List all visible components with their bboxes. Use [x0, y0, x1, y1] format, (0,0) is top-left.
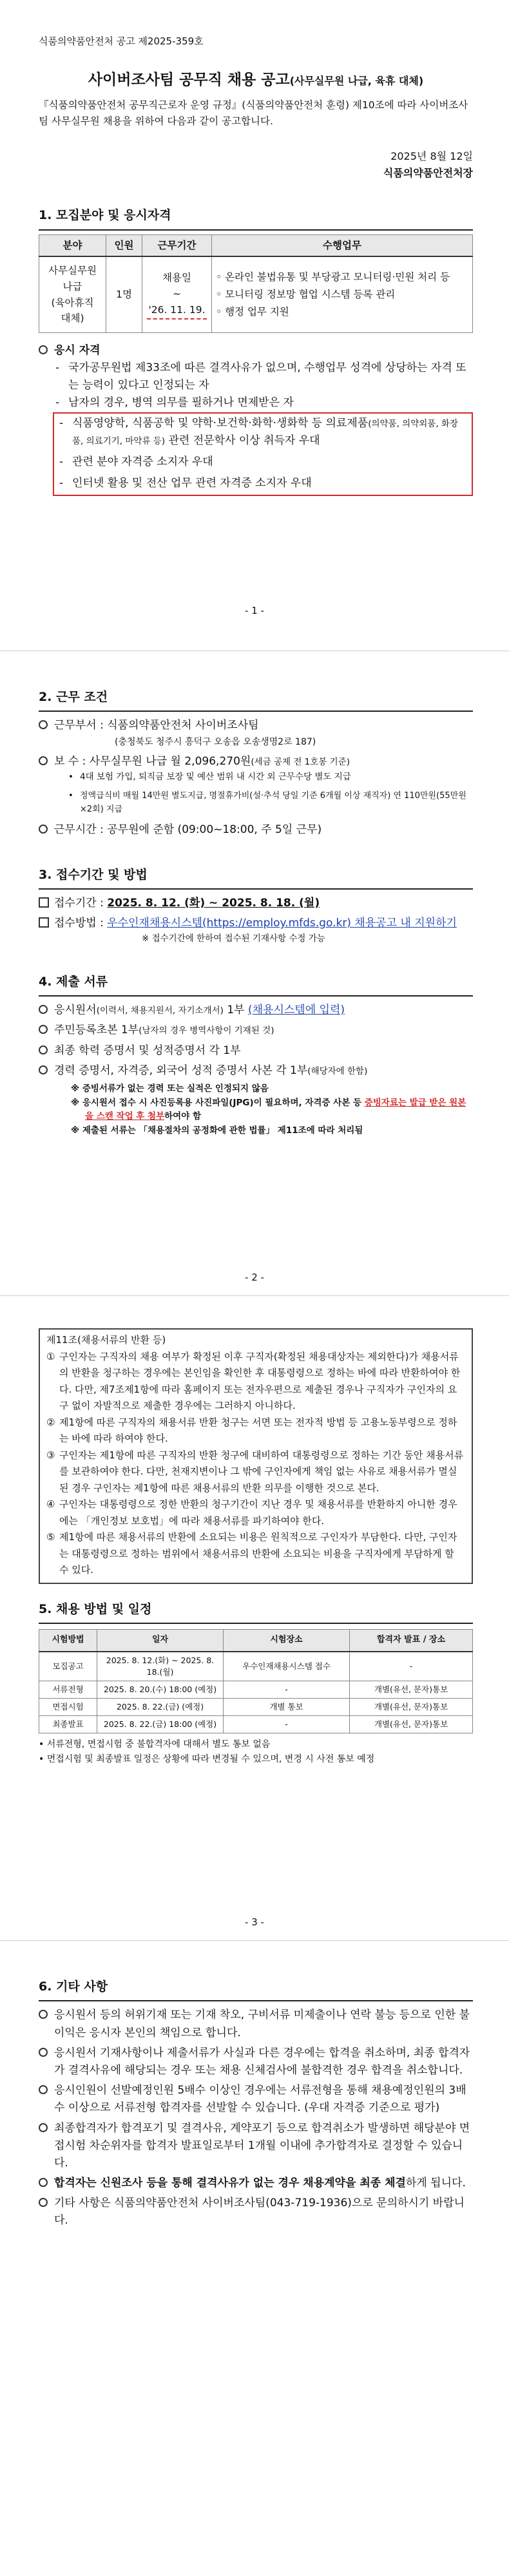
page-number: - 3 -	[245, 1916, 264, 1928]
notice-date: 2025년 8월 12일	[390, 149, 473, 162]
circle-bullet-icon	[39, 756, 48, 765]
period-line: 접수기간 : 2025. 8. 12. (화) ~ 2025. 8. 18. (월)	[39, 895, 473, 912]
qualification-heading: 응시 자격	[39, 342, 473, 359]
col-header-date: 일자	[97, 1629, 224, 1651]
method-note: ※ 접수기간에 한하여 접수된 기재사항 수정 가능	[142, 933, 325, 944]
col-header-result: 합격자 발표 / 장소	[350, 1629, 473, 1651]
circle-bullet-icon	[39, 720, 48, 729]
pay-note: • 정액급식비 매월 14만원 별도지급, 명절휴가비(설·추석 당일 기준 6개월 이상 재직자) 연 110만원(55만원×2회) 지급	[68, 790, 466, 814]
page-number: - 2 -	[245, 1272, 264, 1283]
table-header-row	[39, 234, 473, 256]
circle-bullet-icon	[39, 2085, 48, 2094]
section-1-title: 1. 모집분야 및 응시자격	[39, 208, 171, 223]
circle-bullet-icon	[39, 1025, 48, 1034]
document-item: 응시원서(이력서, 채용지원서, 자기소개서) 1부 (채용시스템에 입력)	[39, 1002, 473, 1019]
col-header-duties: 수행업무	[212, 234, 473, 256]
article-item: ② 제1항에 따른 구직자의 채용서류 반환 청구는 서면 또는 전자적 방법 등 고용노동부령으로 정하는 바에 따라 하여야 한다.	[46, 1416, 457, 1444]
circle-bullet-icon	[39, 345, 48, 354]
schedule-notes	[39, 1737, 473, 1766]
etc-item: 기타 사항은 식품의약품안전처 사이버조사팀(043-719-1936)으로 문의하시기 바랍니다.	[39, 2195, 473, 2229]
period-end-date: '26. 11. 19.	[147, 302, 206, 320]
cell-field: 사무실무원 나급 (육아휴직 대체)	[39, 256, 106, 332]
circle-bullet-icon	[39, 1045, 48, 1054]
article-title: 제11조(채용서류의 반환 등)	[46, 1334, 166, 1346]
issuing-org: 식품의약품안전처장	[383, 166, 473, 179]
application-link[interactable]: 우수인재채용시스템(https://employ.mfds.go.kr) 채용공고 내 지원하기	[107, 917, 457, 930]
table-row	[39, 256, 473, 332]
table-row: 서류전형 2025. 8. 20.(수) 18:00 (예정) - 개별(유선, 문자)통보	[39, 1681, 473, 1698]
circle-bullet-icon	[39, 2010, 48, 2019]
page-4	[0, 1941, 509, 2576]
section-2-title: 2. 근무 조건	[39, 690, 108, 704]
article-item: ④ 구인자는 대통령령으로 정한 반환의 청구기간이 지난 경우 및 채용서류를 반환하지 아니한 경우에는 「개인정보 보호법」에 따라 채용서류를 파기하여야 한다.	[46, 1498, 457, 1527]
section-6-title: 6. 기타 사항	[39, 1980, 108, 1994]
article-11-box	[39, 1328, 473, 1584]
article-item: ⑤ 제1항에 따른 채용서류의 반환에 소요되는 비용은 원칙적으로 구인자가 부담한다. 다만, 구인자는 대통령령으로 정하는 범위에서 채용서류의 반환에 소요되는 비용을 구직자에게 부담하게 할 수 있다.	[46, 1531, 457, 1576]
recruitment-table	[39, 234, 473, 333]
page-1	[0, 0, 509, 651]
scan-requirement: 증빙자료는 발급 받은 원본을 스캔 작업 후 첨부	[85, 1097, 466, 1122]
etc-item: 응시인원이 선발예정인원 5배수 이상인 경우에는 서류전형을 통해 채용예정인원의 3배수 이상으로 서류전형 합격자를 선발할 수 있습니다. (우대 자격증 기준으로 평가)	[39, 2082, 473, 2117]
document-note: ※ 제출된 서류는 「채용절차의 공정화에 관한 법률」 제11조에 따라 처리됨	[71, 1125, 363, 1136]
application-period: 2025. 8. 12. (화) ~ 2025. 8. 18. (월)	[107, 896, 320, 910]
cell-duties: ◦ 온라인 불법유통 및 부당광고 모니터링·민원 처리 등 ◦ 모니터링 정보망 협업 시스템 등록 관리 ◦ 행정 업무 지원	[212, 256, 473, 332]
etc-item: 합격자는 신원조사 등을 통해 결격사유가 없는 경우 채용계약을 최종 체결하게 됩니다.	[39, 2175, 473, 2192]
article-item: ③ 구인자는 제1항에 따른 구직자의 반환 청구에 대비하여 대통령령으로 정하는 기간 동안 채용서류를 보관하여야 한다. 다만, 천재지변이나 그 밖에 구인자에게 책임 없는 사유로 채용서류가 멸실된 경우 구인자는 제1항에 따른 채용서류의 반환 의무를 이행한 것으로 본다.	[46, 1449, 464, 1494]
table-row: 모집공고 2025. 8. 12.(화) ~ 2025. 8. 18.(월) 우수인재채용시스템 접수 -	[39, 1652, 473, 1681]
table-header-row	[39, 1629, 473, 1651]
document-item: 주민등록초본 1부(남자의 경우 병역사항이 기재된 것)	[39, 1022, 473, 1039]
qualification-item: - 남자의 경우, 병역 의무를 필하거나 면제받은 자	[55, 396, 294, 410]
col-header-place: 시험장소	[224, 1629, 350, 1651]
hours-line: 근무시간 : 공무원에 준함 (09:00~18:00, 주 5일 근무)	[39, 821, 473, 839]
cell-count: 1명	[106, 256, 142, 332]
preference-item: - 관련 분야 자격증 소지자 우대	[59, 455, 213, 468]
etc-item: 최종합격자가 합격포기 및 결격사유, 계약포기 등으로 합격취소가 발생하면 해당분야 면접시험 차순위자를 합격자 발표일로부터 1개월 이내에 추가합격자로 결정할 수 있습니다.	[39, 2120, 473, 2173]
section-3-title: 3. 접수기간 및 방법	[39, 867, 148, 882]
page-2	[0, 651, 509, 1295]
pay-line: 보 수 : 사무실무원 나급 월 2,096,270원(세금 공제 전 1호봉 기준)	[39, 753, 473, 770]
schedule-note: • 서류전형, 면접시험 중 불합격자에 대해서 별도 통보 없음	[39, 1739, 271, 1750]
preferential-box	[53, 412, 473, 497]
circle-bullet-icon	[39, 1005, 48, 1014]
etc-item: 응시원서 기재사항이나 제출서류가 사실과 다른 경우에는 합격을 취소하며, 최종 합격자가 결격사유에 해당되는 경우 또는 채용 신체검사에 불합격한 경우 합격을 취소합니다.	[39, 2045, 473, 2079]
circle-bullet-icon	[39, 2178, 48, 2187]
col-header-method: 시험방법	[39, 1629, 97, 1651]
circle-bullet-icon	[39, 2123, 48, 2132]
document-note: ※ 응시원서 접수 시 사진등록용 사진파일(JPG)이 필요하며, 자격증 사본 등 증빙자료는 발급 받은 원본을 스캔 작업 후 첨부하여야 함	[71, 1097, 466, 1122]
circle-bullet-icon	[39, 1065, 48, 1074]
title-main: 사이버조사팀 공무직 채용 공고	[88, 72, 290, 88]
col-header-field: 분야	[39, 234, 106, 256]
article-item: ① 구인자는 구직자의 채용 여부가 확정된 이후 구직자(확정된 채용대상자는 제외한다)가 채용서류의 반환을 청구하는 경우에는 본인임을 확인한 후 대통령령으로 정하는 바에 따라 반환하여야 한다. 다만, 제7조제1항에 따라 홈페이지 또는 전자우편으로 제출된 경우나 구직자가 구인자의 요구 없이 자발적으로 제출한 경우에는 그러하지 아니하다.	[46, 1350, 461, 1411]
document-note: ※ 증빙서류가 없는 경력 또는 실적은 인정되지 않음	[71, 1083, 269, 1094]
title-sub: (사무실무원 나급, 육휴 대체)	[289, 75, 424, 87]
page-title	[39, 68, 473, 92]
notice-number: 식품의약품안전처 공고 제2025-359호	[39, 35, 204, 47]
schedule-note: • 면접시험 및 최종발표 일정은 상황에 따라 변경될 수 있으며, 변경 시 사전 통보 예정	[39, 1753, 375, 1764]
document-item: 경력 증명서, 자격증, 외국어 성적 증명서 사본 각 1부(해당자에 한함)	[39, 1062, 473, 1080]
preference-item: - 인터넷 활용 및 전산 업무 관련 자격증 소지자 우대	[59, 477, 312, 490]
section-5-title: 5. 채용 방법 및 일정	[39, 1601, 152, 1616]
document-item: 최종 학력 증명서 및 성적증명서 각 1부	[39, 1042, 473, 1060]
circle-bullet-icon	[39, 2048, 48, 2057]
col-header-count: 인원	[106, 234, 142, 256]
table-row: 면접시험 2025. 8. 22.(금) (예정) 개별 통보 개별(유선, 문자)통보	[39, 1699, 473, 1716]
square-bullet-icon	[39, 917, 49, 928]
page-number: - 1 -	[245, 605, 264, 616]
schedule-table	[39, 1629, 473, 1733]
table-row: 최종발표 2025. 8. 22.(금) 18:00 (예정) - 개별(유선, 문자)통보	[39, 1716, 473, 1733]
cell-period: 채용일 ~ '26. 11. 19.	[142, 256, 212, 332]
pay-note: • 4대 보험 가입, 퇴직금 보장 및 예산 범위 내 시간 외 근무수당 별도 지급	[68, 772, 351, 783]
lead-paragraph: 『식품의약품안전처 공무직근로자 운영 규정』(식품의약품안전처 훈령) 제10조에 따라 사이버조사팀 사무실무원 채용을 위하여 다음과 같이 공고합니다.	[39, 99, 468, 128]
pay-amount: 2,096,270원	[184, 754, 251, 768]
circle-bullet-icon	[39, 825, 48, 834]
workplace-address: (충청북도 청주시 흥덕구 오송읍 오송생명2로 187)	[115, 736, 316, 747]
preference-item: - 식품영양학, 식품공학 및 약학·보건학·화학·생화학 등 의료제품(의약품, 의약외품, 화장품, 의료기기, 마약류 등) 관련 전문학사 이상 취득자 우대	[59, 416, 458, 447]
col-header-period: 근무기간	[142, 234, 212, 256]
circle-bullet-icon	[39, 2198, 48, 2207]
workplace-line: 근무부서 : 식품의약품안전처 사이버조사팀	[39, 717, 473, 734]
qualification-item: - 국가공무원법 제33조에 따른 결격사유가 없으며, 수행업무 성격에 상당하는 자격 또는 능력이 있다고 인정되는 자	[55, 361, 466, 392]
section-4-title: 4. 제출 서류	[39, 974, 108, 989]
system-input-link[interactable]: (채용시스템에 입력)	[247, 1004, 345, 1017]
etc-item: 응시원서 등의 허위기재 또는 기재 착오, 구비서류 미제출이나 연락 불능 등으로 인한 불이익은 응시자 본인의 책임으로 합니다.	[39, 2007, 473, 2041]
page-3	[0, 1296, 509, 1940]
square-bullet-icon	[39, 897, 49, 908]
method-line: 접수방법 : 우수인재채용시스템(https://employ.mfds.go.kr) 채용공고 내 지원하기	[39, 915, 473, 932]
